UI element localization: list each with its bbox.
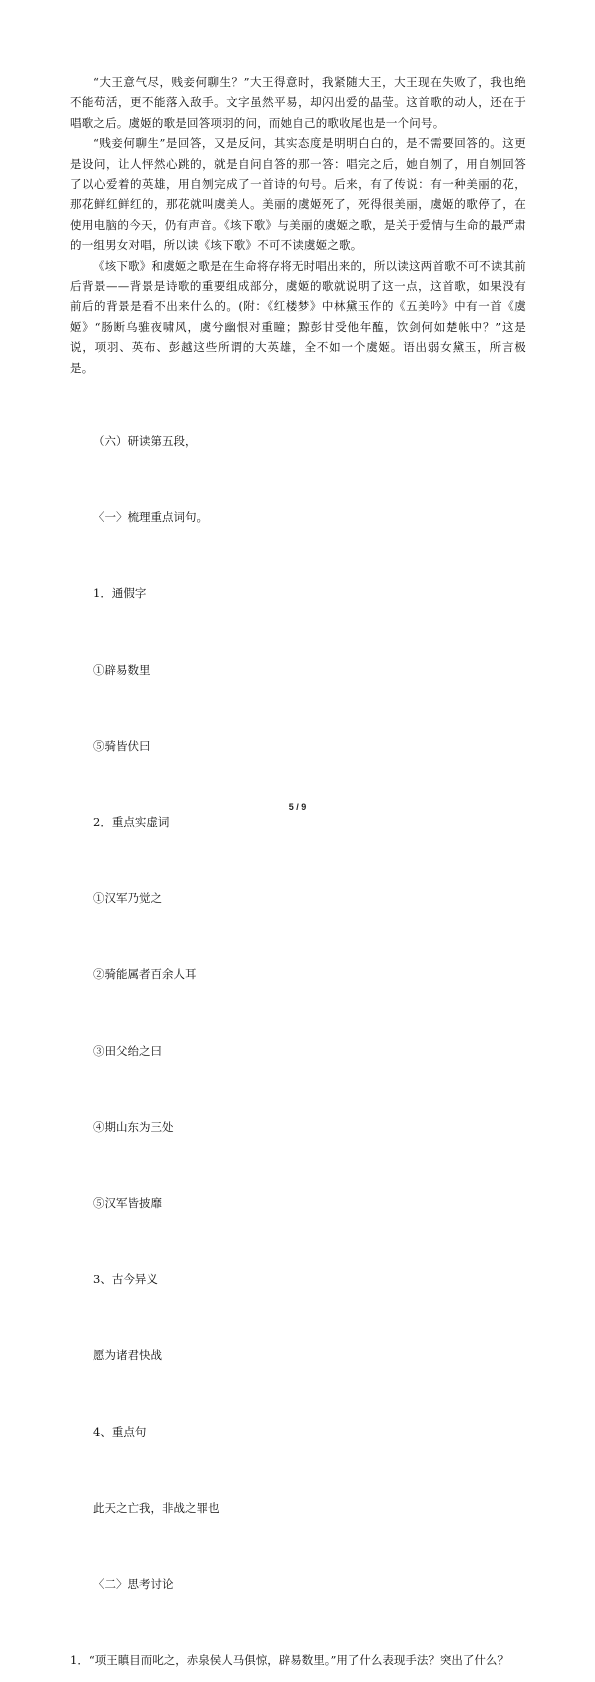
list-heading-shixuci: 2．重点实虚词 [93,814,170,829]
document-body [70,72,526,1682]
subsection-heading-two: 〈二〉思考讨论 [93,1576,174,1591]
list-heading-zhongdianju: 4、重点句 [93,1424,147,1439]
discussion-question-1: 1．“项王瞋目而叱之，赤泉侯人马俱惊，辟易数里。”用了什么表现手法？突出了什么？ [70,1653,509,1668]
list-item: ①辟易数里 [93,662,151,677]
list-item: ④期山东为三处 [93,1119,174,1134]
list-heading-gujinyiyi: 3、古今异义 [93,1272,158,1287]
paragraph-2: “贱妾何聊生”是回答，又是反问，其实态度是明明白白的，是不需要回答的。这更是设问，让人怦然心跳的，就是自问自答的那一答：唱完之后，她自刎了，用自刎回答了以心爱着的英雄，用自刎完成了一首诗的句号。后来，有了传说：有一种美丽的花，那花鲜红鲜红的，那花就叫虞美人。美丽的虞姬死了，死得很美丽，虞姬的歌停了，在使用电脑的今天，仍有声音。《垓下歌》与美丽的虞姬之歌，是关于爱情与生命的最严肃的一组男女对唱，所以读《垓下歌》不可不读虞姬之歌。 [70,136,526,253]
list-item: ⑤汉军皆披靡 [93,1195,162,1210]
list-item: ①汉军乃觉之 [93,891,162,906]
section-heading-six: （六）研读第五段， [93,433,197,448]
outline-list [70,378,526,1682]
list-heading-tongjiazi: 1．通假字 [93,586,147,601]
list-item: ⑤骑皆伏曰 [93,738,151,753]
paragraph-1: “大王意气尽，贱妾何聊生？”大王得意时，我紧随大王，大王现在失败了，我也绝不能苟活，更不能落入敌手。文字虽然平易，却闪出爱的晶莹。这首歌的动人，还在于唱歌之后。虞姬的歌是回答项羽的问，而她自己的歌收尾也是一个问号。 [70,75,526,130]
paragraph-3: 《垓下歌》和虞姬之歌是在生命将存将无时唱出来的，所以读这两首歌不可不读其前后背景——背景是诗歌的重要组成部分，虞姬的歌就说明了这一点，这首歌，如果没有前后的背景是看不出来什么的。(附：《红楼梦》中林黛玉作的《五美吟》中有一首《虞姬》“肠断乌骓夜啸风，虞兮幽恨对重瞳；黥彭甘受他年醢，饮剑何如楚帐中？”这是说，项羽、英布、彭越这些所谓的大英雄，全不如一个虞姬。语出弱女黛玉，所言极是。 [70,258,526,375]
list-item: 愿为诸君快战 [93,1348,162,1363]
list-item: 此天之亡我，非战之罪也 [93,1500,220,1515]
list-item: ②骑能属者百余人耳 [93,967,197,982]
list-item: ③田父绐之曰 [93,1043,162,1058]
subsection-heading-one: 〈一〉梳理重点词句。 [93,510,208,525]
page-number: 5 / 9 [288,802,307,812]
